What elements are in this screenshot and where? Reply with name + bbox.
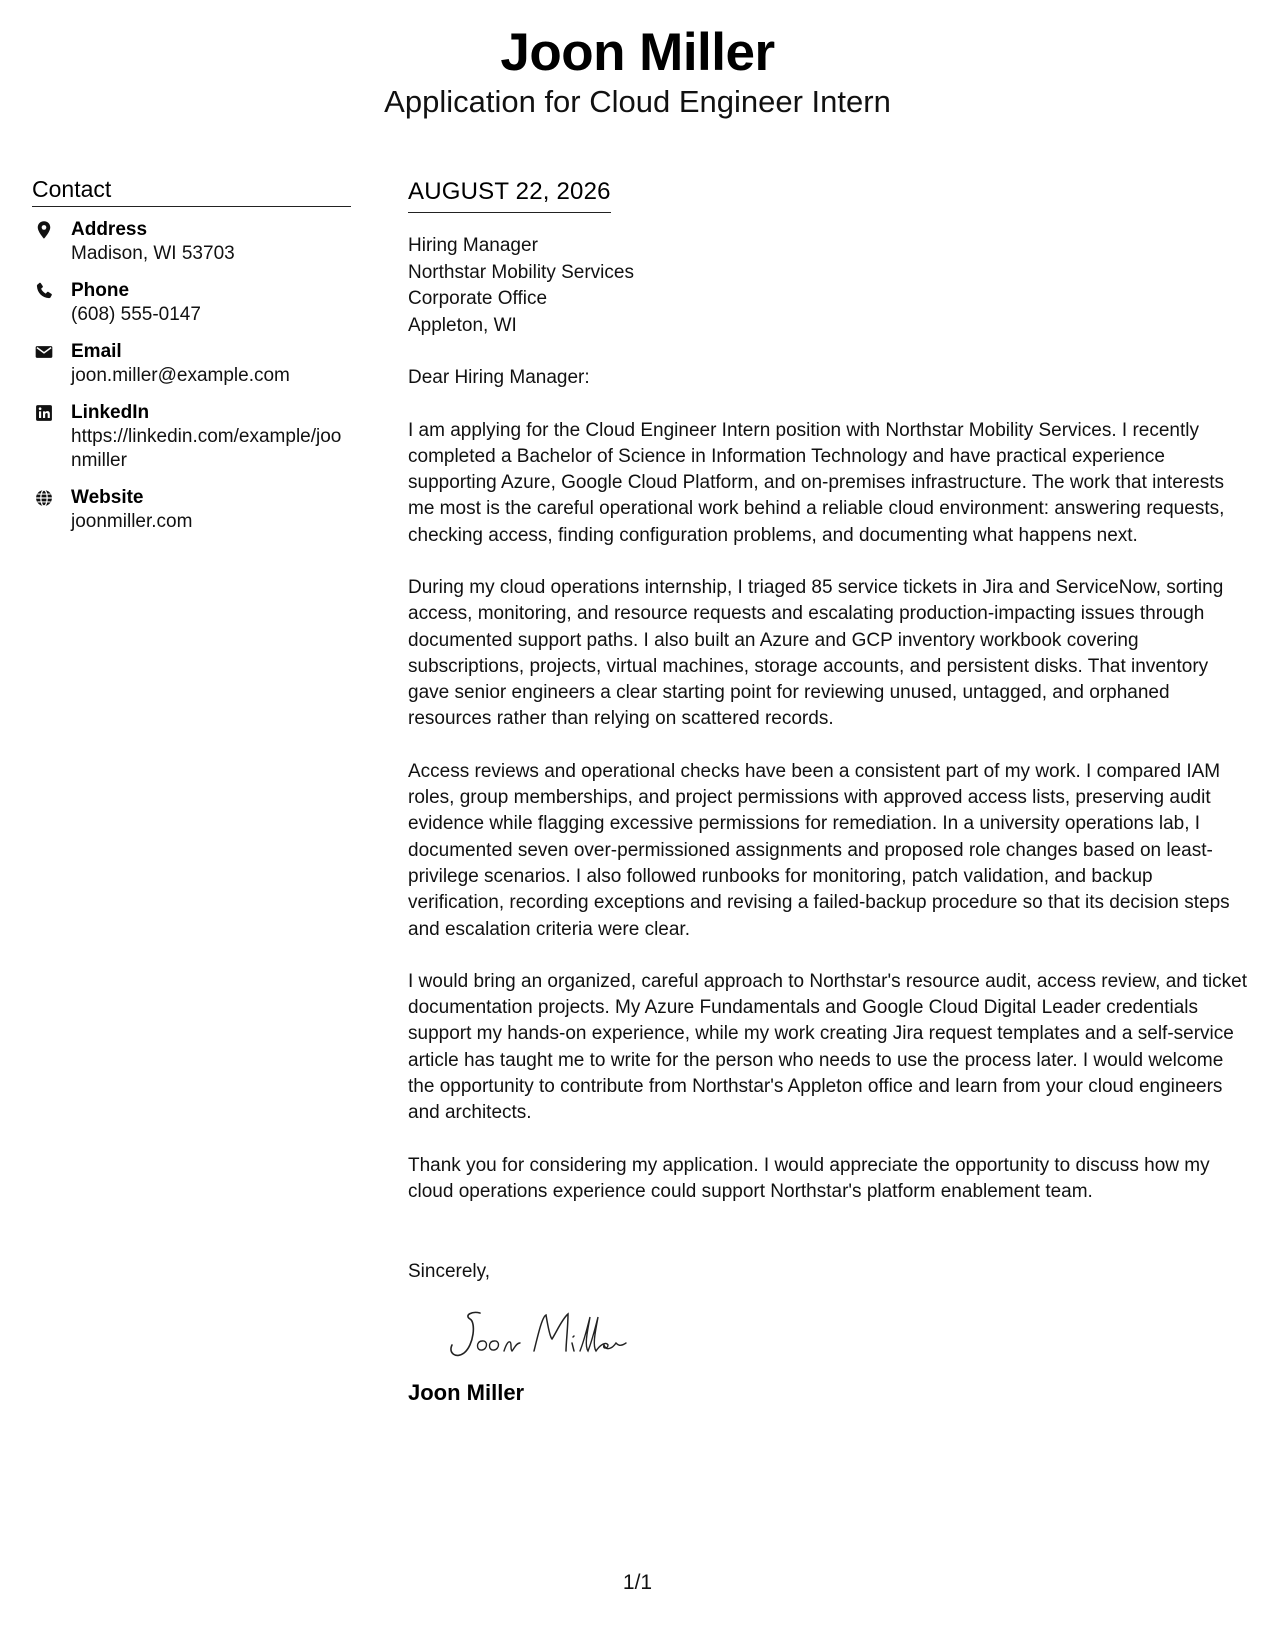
contact-heading: Contact [32, 174, 351, 207]
contact-value: (608) 555-0147 [71, 304, 201, 325]
contact-label: Address [71, 219, 148, 240]
contact-item-address [32, 217, 351, 266]
recipient-line: Appleton, WI [408, 314, 517, 336]
contact-item-linkedin [32, 400, 351, 473]
contact-value: https://linkedin.com/example/joonmiller [71, 426, 342, 471]
globe-icon [34, 488, 54, 508]
contact-item-email [32, 339, 351, 388]
contact-value: Madison, WI 53703 [71, 243, 235, 264]
phone-icon [34, 281, 54, 301]
contact-item-phone [32, 278, 351, 327]
signer-name: Joon Miller [408, 1380, 525, 1406]
linkedin-icon [34, 403, 54, 423]
letter-paragraph: I am applying for the Cloud Engineer Intern position with Northstar Mobility Services. I recently completed a Bachelor of Science in Information Technology and have practical experience supporting Azure, Google Cloud Platform, and on-premises infrastructure. The work that interests me most is the careful operational work behind a reliable cloud environment: answering requests, checking access, finding configuration problems, and documenting what happens next. [408, 419, 1225, 546]
handwritten-signature [442, 1305, 642, 1365]
letter-paragraph: Access reviews and operational checks have been a consistent part of my work. I compared IAM roles, group memberships, and project permissions with approved access lists, preserving audit evidence while flagging excessive permissions for remediation. In a university operations lab, I documented seven over-permissioned assignments and proposed role changes based on least-privilege scenarios. I also followed runbooks for monitoring, patch validation, and backup verification, recording exceptions and revising a failed-backup procedure so that its decision steps and escalation criteria were clear. [408, 760, 1230, 940]
map-pin-icon [34, 220, 54, 240]
contact-value: joon.miller@example.com [71, 365, 290, 386]
letter-paragraph: During my cloud operations internship, I triaged 85 service tickets in Jira and ServiceNow, sorting access, monitoring, and resource requests and escalating production-impacting issues through documented support paths. I also built an Azure and GCP inventory workbook covering subscriptions, projects, virtual machines, storage accounts, and persistent disks. That inventory gave senior engineers a clear starting point for reviewing unused, untagged, and orphaned resources rather than relying on scattered records. [408, 576, 1224, 730]
contact-sidebar [32, 174, 351, 546]
contact-label: Email [71, 341, 122, 362]
salutation: Dear Hiring Manager: [408, 367, 590, 388]
contact-list [32, 217, 351, 534]
envelope-icon [34, 342, 54, 362]
contact-value: joonmiller.com [71, 511, 193, 532]
recipient-line: Northstar Mobility Services [408, 261, 634, 283]
contact-label: Website [71, 487, 144, 508]
contact-label: Phone [71, 280, 130, 301]
letter-paragraph: I would bring an organized, careful approach to Northstar's resource audit, access review, and ticket documentation projects. My Azure Fundamentals and Google Cloud Digital Leader credentials support my hands-on experience, while my work creating Jira request templates and a self-service article has taught me to write for the person who needs to use the process later. I would welcome the opportunity to contribute from Northstar's Appleton office and learn from your cloud engineers and architects. [408, 970, 1248, 1124]
recipient-line: Corporate Office [408, 288, 548, 309]
page-number: 1/1 [622, 1571, 653, 1594]
letter-paragraph: Thank you for considering my application. I would appreciate the opportunity to discuss how my cloud operations experience could support Northstar's platform enablement team. [408, 1154, 1210, 1202]
application-subtitle: Application for Cloud Engineer Intern [384, 84, 891, 119]
closing: Sincerely, [408, 1261, 491, 1283]
letter-header [0, 22, 1275, 122]
recipient-block [408, 233, 1253, 339]
letter-body [408, 176, 1253, 1407]
date-block [408, 176, 611, 213]
letter-date: AUGUST 22, 2026 [408, 178, 611, 205]
applicant-name: Joon Miller [500, 23, 775, 82]
contact-label: LinkedIn [71, 402, 150, 423]
contact-item-website [32, 485, 351, 534]
recipient-line: Hiring Manager [408, 235, 538, 256]
